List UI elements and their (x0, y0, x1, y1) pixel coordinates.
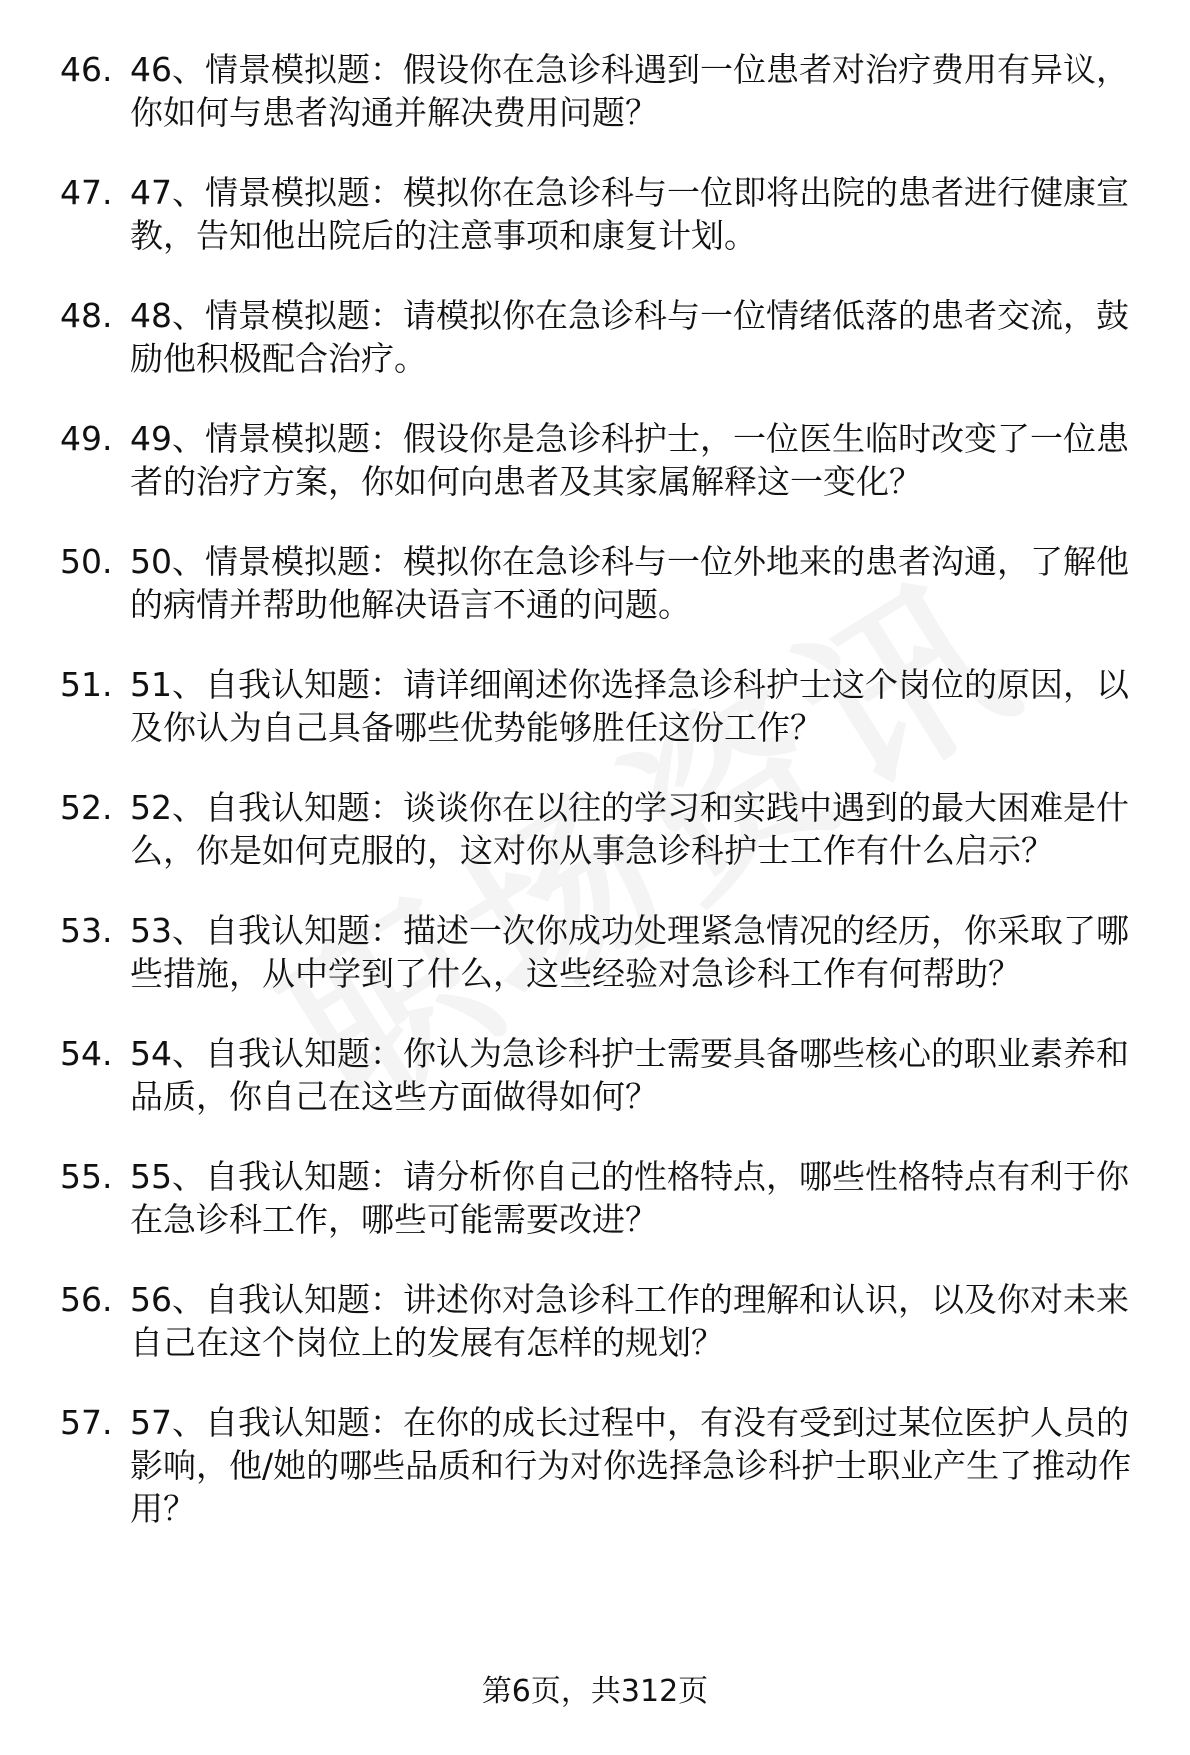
question-list (60, 48, 1160, 1567)
item-number: 51. (60, 665, 113, 704)
list-item (60, 786, 1160, 872)
item-number: 55. (60, 1157, 113, 1196)
item-text: 56、自我认知题：讲述你对急诊科工作的理解和认识，以及你对未来自己在这个岗位上的发展有怎样的规划？ (130, 1280, 1129, 1362)
item-text: 48、情景模拟题：请模拟你在急诊科与一位情绪低落的患者交流，鼓励他积极配合治疗。 (130, 296, 1129, 378)
item-number: 53. (60, 911, 113, 950)
item-number: 49. (60, 419, 113, 458)
item-number: 48. (60, 296, 113, 335)
item-number: 54. (60, 1034, 113, 1073)
list-item (60, 909, 1160, 995)
item-text: 46、情景模拟题：假设你在急诊科遇到一位患者对治疗费用有异议，你如何与患者沟通并解决费用问题？ (130, 50, 1129, 132)
list-item (60, 1278, 1160, 1364)
list-item (60, 1401, 1160, 1530)
list-item (60, 294, 1160, 380)
list-item (60, 663, 1160, 749)
list-item (60, 1155, 1160, 1241)
item-number: 46. (60, 50, 113, 89)
item-text: 52、自我认知题：谈谈你在以往的学习和实践中遇到的最大困难是什么，你是如何克服的，这对你从事急诊科护士工作有什么启示？ (130, 788, 1129, 870)
item-number: 56. (60, 1280, 113, 1319)
list-item (60, 540, 1160, 626)
item-text: 55、自我认知题：请分析你自己的性格特点，哪些性格特点有利于你在急诊科工作，哪些可能需要改进？ (130, 1157, 1129, 1239)
page-number-footer: 第6页，共312页 (481, 1674, 709, 1709)
item-number: 57. (60, 1403, 113, 1442)
list-item (60, 417, 1160, 503)
item-number: 47. (60, 173, 113, 212)
item-number: 50. (60, 542, 113, 581)
list-item (60, 1032, 1160, 1118)
item-number: 52. (60, 788, 113, 827)
item-text: 57、自我认知题：在你的成长过程中，有没有受到过某位医护人员的影响，他/她的哪些品质和行为对你选择急诊科护士职业产生了推动作用？ (130, 1403, 1132, 1528)
item-text: 49、情景模拟题：假设你是急诊科护士，一位医生临时改变了一位患者的治疗方案，你如何向患者及其家属解释这一变化？ (130, 419, 1129, 501)
item-text: 53、自我认知题：描述一次你成功处理紧急情况的经历，你采取了哪些措施，从中学到了什么，这些经验对急诊科工作有何帮助？ (130, 911, 1129, 993)
item-text: 50、情景模拟题：模拟你在急诊科与一位外地来的患者沟通，了解他的病情并帮助他解决语言不通的问题。 (130, 542, 1129, 624)
item-text: 47、情景模拟题：模拟你在急诊科与一位即将出院的患者进行健康宣教，告知他出院后的注意事项和康复计划。 (130, 173, 1129, 255)
list-item (60, 171, 1160, 257)
list-item (60, 48, 1160, 134)
item-text: 51、自我认知题：请详细阐述你选择急诊科护士这个岗位的原因，以及你认为自己具备哪些优势能够胜任这份工作？ (130, 665, 1129, 747)
item-text: 54、自我认知题：你认为急诊科护士需要具备哪些核心的职业素养和品质，你自己在这些方面做得如何？ (130, 1034, 1129, 1116)
